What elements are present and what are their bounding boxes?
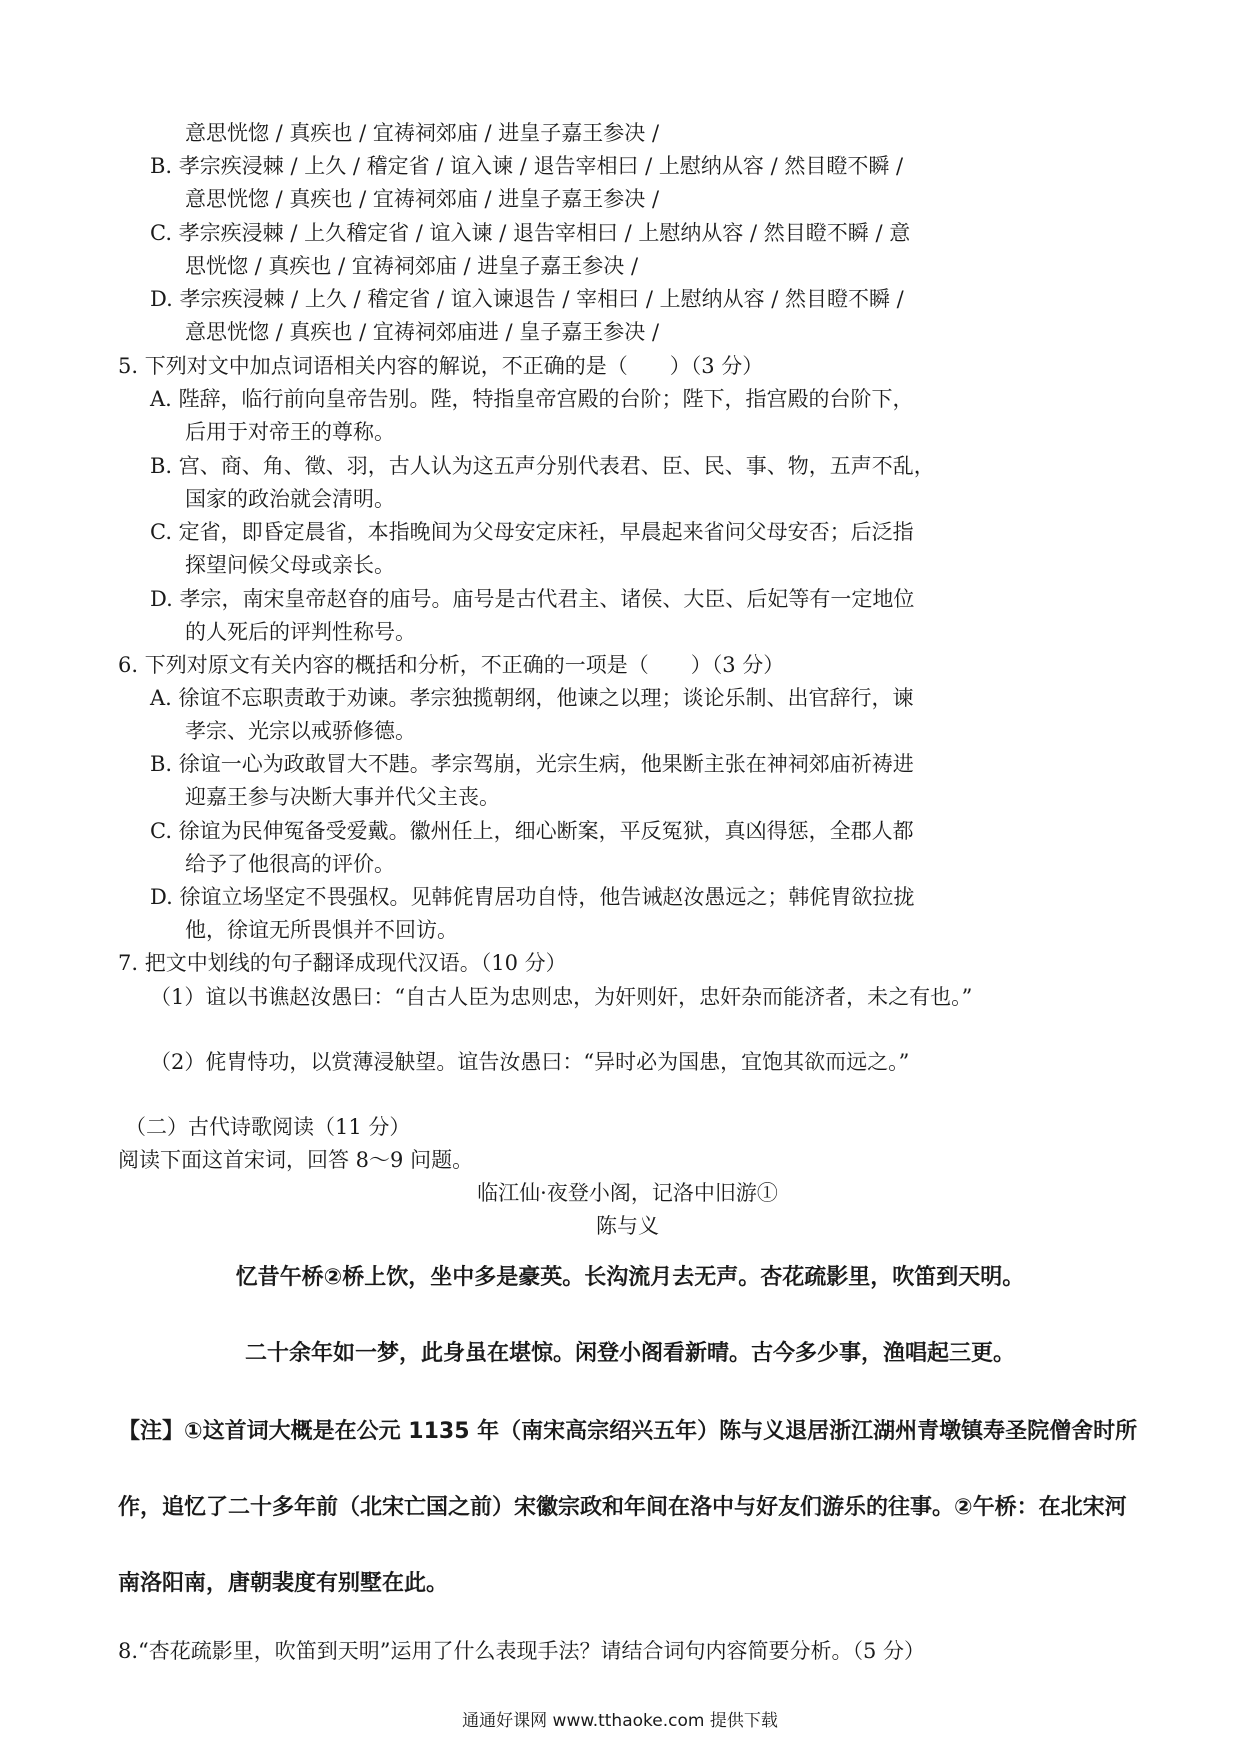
q7-stem: 7. 把文中划线的句子翻译成现代汉语。（10 分） <box>118 951 567 975</box>
q5-option-a-line1: A. 陛辞，临行前向皇帝告别。陛，特指皇帝宫殿的台阶；陛下，指宫殿的台阶下， <box>150 387 914 411</box>
q6-option-c-line1: C. 徐谊为民伸冤备受爱戴。徽州任上，细心断案，平反冤狱，真凶得惩，全郡人都 <box>150 819 914 843</box>
q8-stem: 8.“杏花疏影里，吹笛到天明”运用了什么表现手法？请结合词句内容简要分析。（5 分） <box>118 1639 926 1663</box>
q5-option-b-line2: 国家的政治就会清明。 <box>185 487 395 511</box>
poem-stanza-2: 二十余年如一梦，此身虽在堪惊。闲登小阁看新晴。古今多少事，渔唱起三更。 <box>244 1341 1015 1366</box>
note-line-3: 南洛阳南，唐朝裴度有别墅在此。 <box>118 1571 449 1596</box>
q5-option-b-line1: B. 宫、商、角、徵、羽，古人认为这五声分别代表君、臣、民、事、物，五声不乱， <box>150 454 935 478</box>
note-line-2: 作，追忆了二十多年前（北宋亡国之前）宋徽宗政和年间在洛中与好友们游乐的往事。②午桥：在北宋河 <box>118 1495 1127 1520</box>
poem-stanza-1: 忆昔午桥②桥上饮，坐中多是豪英。长沟流月去无声。杏花疏影里，吹笛到天明。 <box>235 1265 1025 1290</box>
q4-option-c-line1: C. 孝宗疾浸棘 / 上久稽定省 / 谊入谏 / 退告宰相曰 / 上慰纳从容 / 然目瞪不瞬 / 意 <box>150 221 911 245</box>
q6-option-a-line2: 孝宗、光宗以戒骄修德。 <box>185 719 416 743</box>
section-heading: （二）古代诗歌阅读（11 分） <box>125 1115 411 1139</box>
poem-title: 临江仙·夜登小阁，记洛中旧游① <box>477 1181 778 1205</box>
q5-option-a-line2: 后用于对帝王的尊称。 <box>185 420 395 444</box>
poem-author: 陈与义 <box>596 1214 659 1238</box>
q4-option-d-line2: 意思恍惚 / 真疾也 / 宜祷祠郊庙进 / 皇子嘉王参决 / <box>185 320 660 344</box>
q5-option-d-line2: 的人死后的评判性称号。 <box>185 620 416 644</box>
q4-option-b-line2: 意思恍惚 / 真疾也 / 宜祷祠郊庙 / 进皇子嘉王参决 / <box>185 187 660 211</box>
q6-option-d-line1: D. 徐谊立场坚定不畏强权。见韩侂胄居功自恃，他告诫赵汝愚远之；韩侂胄欲拉拢 <box>150 885 915 909</box>
q4-option-d-line1: D. 孝宗疾浸棘 / 上久 / 稽定省 / 谊入谏退告 / 宰相曰 / 上慰纳从容 / 然目瞪不瞬 / <box>150 287 904 311</box>
q4-option-b-line1: B. 孝宗疾浸棘 / 上久 / 稽定省 / 谊入谏 / 退告宰相曰 / 上慰纳从容 / 然目瞪不瞬 / <box>150 154 904 178</box>
q6-stem: 6. 下列对原文有关内容的概括和分析，不正确的一项是（ ）（3 分） <box>118 653 785 677</box>
q6-option-a-line1: A. 徐谊不忘职责敢于劝谏。孝宗独揽朝纲，他谏之以理；谈论乐制、出官辞行，谏 <box>150 686 914 710</box>
q6-option-b-line1: B. 徐谊一心为政敢冒大不韪。孝宗驾崩，光宗生病，他果断主张在神祠郊庙祈祷进 <box>150 752 914 776</box>
q6-option-b-line2: 迎嘉王参与决断大事并代父主丧。 <box>185 785 500 809</box>
q6-option-d-line2: 他，徐谊无所畏惧并不回访。 <box>185 918 458 942</box>
page-footer: 通通好课网 www.tthaoke.com 提供下载 <box>462 1711 778 1731</box>
q7-sentence-2: （2）侂胄恃功，以赏薄浸觖望。谊告汝愚曰：“异时必为国患，宜饱其欲而远之。” <box>150 1050 910 1074</box>
q6-option-c-line2: 给予了他很高的评价。 <box>185 852 395 876</box>
section-instruction: 阅读下面这首宋词，回答 8～9 问题。 <box>118 1148 474 1172</box>
q5-stem: 5. 下列对文中加点词语相关内容的解说，不正确的是（ ）（3 分） <box>118 354 764 378</box>
q7-sentence-1: （1）谊以书谯赵汝愚曰：“自古人臣为忠则忠，为奸则奸，忠奸杂而能济者，未之有也。” <box>150 985 973 1009</box>
note-line-1: 【注】①这首词大概是在公元 1135 年（南宋高宗绍兴五年）陈与义退居浙江湖州青墩镇寿圣院僧舍时所 <box>118 1419 1138 1444</box>
q5-option-c-line1: C. 定省，即昏定晨省，本指晚间为父母安定床衽，早晨起来省问父母安否；后泛指 <box>150 520 914 544</box>
q5-option-c-line2: 探望问候父母或亲长。 <box>185 553 395 577</box>
q5-option-d-line1: D. 孝宗，南宋皇帝赵昚的庙号。庙号是古代君主、诸侯、大臣、后妃等有一定地位 <box>150 587 915 611</box>
q4-option-c-line2: 思恍惚 / 真疾也 / 宜祷祠郊庙 / 进皇子嘉王参决 / <box>185 254 639 278</box>
q4-option-a-continuation: 意思恍惚 / 真疾也 / 宜祷祠郊庙 / 进皇子嘉王参决 / <box>185 121 660 145</box>
